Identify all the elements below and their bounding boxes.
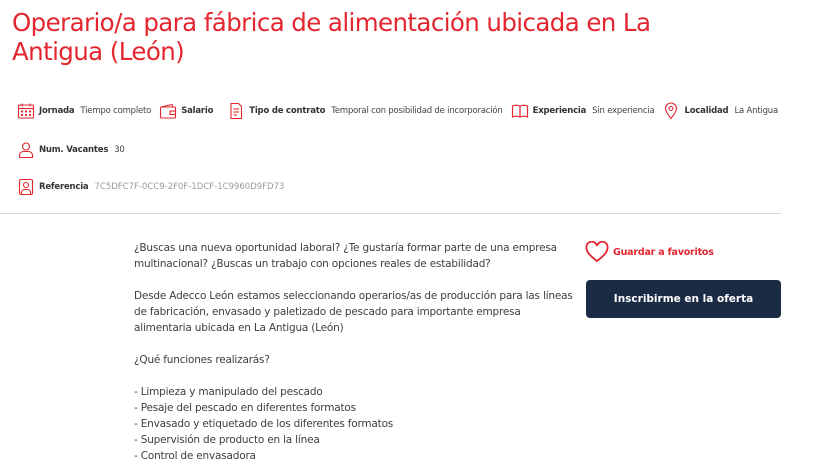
referencia-value: 7C5DFC7F-0CC9-2F0F-1DCF-1C9960D9FD73 xyxy=(94,182,285,192)
referencia-label: Referencia xyxy=(39,182,89,192)
profile-card-icon xyxy=(17,178,35,196)
list-item: - Limpieza y manipulado del pescado xyxy=(134,386,323,398)
experiencia-label: Experiencia xyxy=(532,106,587,116)
person-icon xyxy=(17,141,35,159)
job-description xyxy=(134,240,574,464)
job-meta-row-3 xyxy=(17,178,292,196)
jornada-label: Jornada xyxy=(39,106,75,116)
description-company: Desde Adecco León estamos seleccionando operarios/as de producción para las líneas de fabricación, envasado y paletizado de pescado para importante empresa alimentaria ubicada en La Antigua (León) xyxy=(134,290,573,334)
calendar-icon xyxy=(17,102,35,120)
vacantes-value: 30 xyxy=(114,145,125,155)
contrato-value: Temporal con posibilidad de incorporación xyxy=(331,106,503,116)
save-favorite-button[interactable] xyxy=(585,241,714,263)
task-list xyxy=(134,384,574,464)
meta-vacantes xyxy=(17,141,125,159)
meta-contrato xyxy=(227,102,502,120)
job-meta-row-1 xyxy=(17,102,786,120)
meta-experiencia xyxy=(511,102,655,120)
description-intro: ¿Buscas una nueva oportunidad laboral? ¿Te gustaría formar parte de una empresa multinacional? ¿Buscas un trabajo con opciones reales de estabilidad? xyxy=(134,242,557,270)
meta-localidad xyxy=(662,102,778,120)
localidad-value: La Antigua xyxy=(734,106,778,116)
job-title: Operario/a para fábrica de alimentación ubicada en La Antigua (León) xyxy=(12,8,651,66)
salario-label: Salario xyxy=(181,106,214,116)
section-divider xyxy=(0,213,781,214)
list-item: - Pesaje del pescado en diferentes formatos xyxy=(134,402,356,414)
save-favorite-label: Guardar a favoritos xyxy=(613,246,714,258)
meta-jornada xyxy=(17,102,151,120)
apply-button[interactable]: Inscribirme en la oferta xyxy=(586,280,781,318)
description-functions-heading: ¿Qué funciones realizarás? xyxy=(134,354,270,366)
document-icon xyxy=(227,102,245,120)
list-item: - Envasado y etiquetado de los diferentes formatos xyxy=(134,418,394,430)
book-icon xyxy=(511,102,529,120)
meta-referencia xyxy=(17,178,284,196)
vacantes-label: Num. Vacantes xyxy=(39,145,109,155)
contrato-label: Tipo de contrato xyxy=(249,106,326,116)
list-item: - Control de envasadora xyxy=(134,450,256,462)
list-item: - Supervisión de producto en la línea xyxy=(134,434,320,446)
jornada-value: Tiempo completo xyxy=(80,106,152,116)
localidad-label: Localidad xyxy=(684,106,729,116)
location-pin-icon xyxy=(662,102,680,120)
heart-icon xyxy=(585,241,609,263)
experiencia-value: Sin experiencia xyxy=(592,106,655,116)
wallet-icon xyxy=(159,102,177,120)
job-meta-row-2 xyxy=(17,141,133,159)
meta-salario xyxy=(159,102,219,120)
